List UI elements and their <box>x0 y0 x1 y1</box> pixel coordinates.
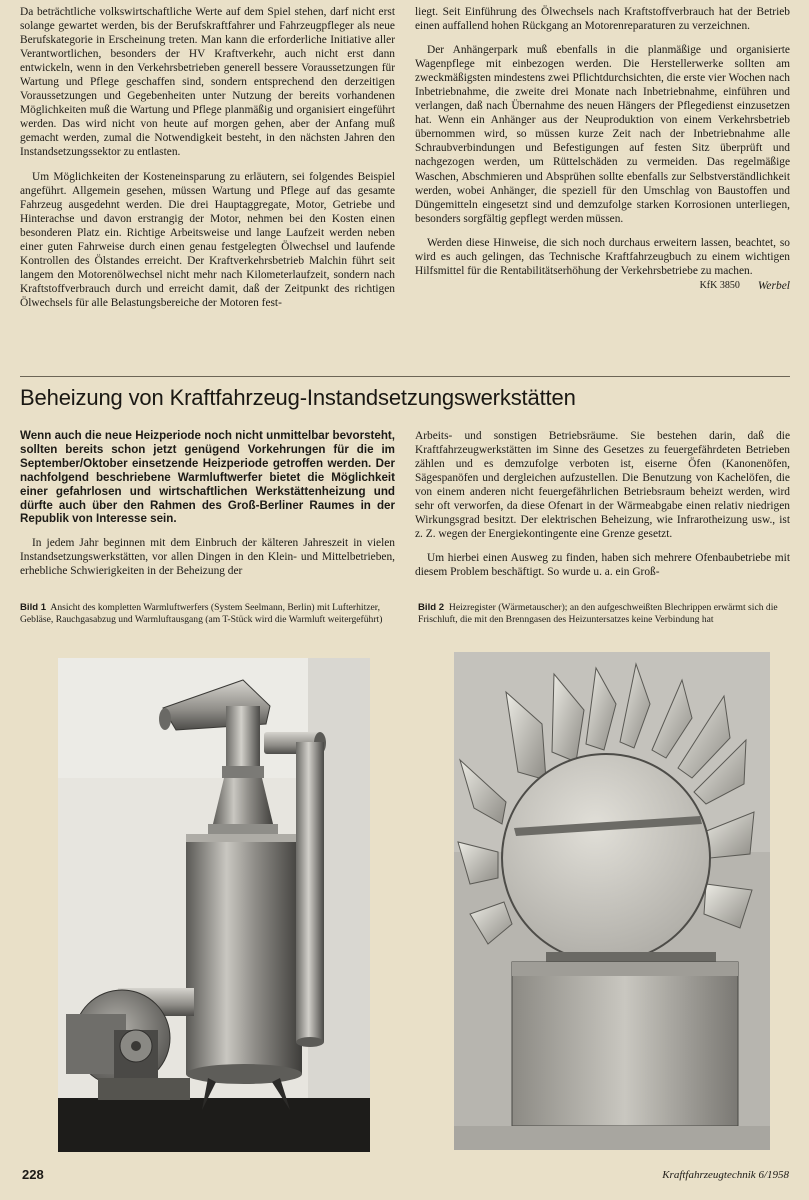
article-author: Werbel <box>757 279 790 292</box>
figure-caption-text: Heizregister (Wärmetauscher); an den aufgeschweißten Blechrippen erwärmt sich die Frischluft, die mit den Brenngasen des Heizuntersatzes keine Verbindung hat <box>418 602 778 626</box>
body-paragraph: Um Möglichkeiten der Kosteneinsparung zu erläutern, sei folgendes Beispiel angeführt. Allgemein gesehen, müssen Wartung und Pflege auf das gesamte Fahrzeug ausgedehnt werden. Die drei Hauptaggregate, Motor, Getriebe und Hinterachse und davon erstrangig der Motor, nehmen bei den Kosten einen besonderen Platz ein. Richtige Arbeitsweise und lange Laufzeit werden neben einer guten Fahrweise durch einen genau festgelegten Ölwechsel und laufende Kontrollen des Ölstandes erreicht. Der Kraftverkehrsbetrieb Malchin führt seit langem den Motorenölwechsel nicht mehr nach Kilometerlaufzeit, sondern nach Kraftstoffverbrauch durch und erreicht damit, daß der Zeitpunkt des richtigen Ölwechsels für alle Belastungsbereiche der Motoren fest- <box>20 170 395 309</box>
warm-air-heater-illustration <box>58 658 370 1152</box>
figure-1-photo <box>58 658 370 1152</box>
article-left-column <box>20 429 395 588</box>
body-paragraph: Der Anhängerpark muß ebenfalls in die planmäßige und organisierte Wagenpflege mit einbezogen werden. Die Herstellerwerke sollten am zweckmäßigsten mindestens zwei Pflichtdurchsichten, die erste vier Wochen nach Inbetriebnahme, die zweite drei Monate nach Inbetriebnahme, einführen und verlangen, daß nach Übernahme des neuen Hängers der Pflegedienst einzusetzen hat. Wenn ein Anhänger aus der Neuproduktion von einem Verkehrsbetrieb übernommen wird, so müssen kurze Zeit nach der Inbetriebnahme alle Schraubverbindungen und Befestigungen auf festen Sitz überprüft und nachgezogen werden, um Rüttelschäden zu vermeiden. Das regelmäßige Waschen, Abschmieren und Absprühen sollte ebenfalls zur Selbstverständlichkeit werden, wobei Anhänger, die speziell für den Umschlag von Baustoffen und Düngemitteln eingesetzt sind und demzufolge starken Korrosionen unterliegen, besonders sorgfältig gepflegt werden müssen. <box>415 44 790 225</box>
body-paragraph: Da beträchtliche volkswirtschaftliche Werte auf dem Spiel stehen, darf nicht erst solange gewartet werden, bis der Berufskraftfahrer und Fahrzeugpfleger als neue Berufskategorie in Erscheinung treten. Man kann die erforderliche Initiative aller Verantwortlichen, besonders der HV Kraftverkehr, auch nicht erst dann entwickeln, wenn in den Verkehrsbetrieben generell bessere Voraussetzungen für Wartung und Pflege geschaffen sind, sondern entsprechend den derzeitigen Voraussetzungen und Gegebenheiten unter Nutzung der bereits vorhandenen Möglichkeiten muß die Wartung und Pflege planmäßig und organisiert eingeführt werden. Das wird nicht von heute auf morgen gehen, aber der Anfang muß gemacht werden, zumal die Notwendigkeit besteht, in den nächsten Jahren den Instandsetzungssektor zu entlasten. <box>20 6 395 159</box>
figure-label: Bild 2 <box>418 602 445 613</box>
body-paragraph: In jedem Jahr beginnen mit dem Einbruch der kälteren Jahreszeit in vielen Instandsetzungswerkstätten, vor allen Dingen in den Klein- und Mittelbetrieben, erhebliche Schwierigkeiten in der Beheizung der <box>20 537 395 578</box>
body-paragraph: liegt. Seit Einführung des Ölwechsels nach Kraftstoffverbrauch hat der Betrieb einen auffallend hohen Rückgang an Motorenreparaturen zu verzeichnen. <box>415 6 790 33</box>
previous-article-left-column <box>20 5 395 320</box>
previous-article-right-column <box>415 5 790 293</box>
journal-issue: Kraftfahrzeugtechnik 6/1958 <box>662 1169 789 1181</box>
article-right-column <box>415 429 790 589</box>
page-number: 228 <box>22 1167 44 1182</box>
article-reference: KfK 3850 <box>699 279 740 291</box>
body-paragraph: Um hierbei einen Ausweg zu finden, haben sich mehrere Ofenbaubetriebe mit diesem Problem beschäftigt. So wurde u. a. ein Groß- <box>415 552 790 579</box>
body-paragraph: Werden diese Hinweise, die sich noch durchaus erweitern lassen, beachtet, so wird es auch gelingen, das Technische Kraftfahrzeugbuch zu einem wichtigen Hilfsmittel für die Rentabilitätserhöhung der Verkehrsbetriebe zu machen. <box>415 236 790 277</box>
article-signature <box>415 279 790 293</box>
heat-exchanger-illustration <box>454 652 770 1150</box>
figure-1-caption <box>20 602 395 627</box>
body-paragraph: Arbeits- und sonstigen Betriebsräume. Sie bestehen darin, daß die Kraftfahrzeugwerkstätten im Sinne des Gesetzes zu feuergefährdeten Betrieben zählen und es demzufolge verboten ist, eiserne Öfen (Kanonenöfen, Sägespanöfen und dergleichen aufzustellen. Die Benutzung von Kachelöfen, die von einem anderen nicht feuergefährlichen Betriebsraum beheizt werden, wird sehr oft verworfen, da diese Ofenart in der Wärmeabgabe einen relativ niedrigen Wirkungsgrad besitzt. Der elektrischen Beheizung, wie Infrarotheizung usw., ist z. Z. wegen der Energiekontingente eine Grenze gesetzt. <box>415 430 790 541</box>
figure-2-caption <box>418 602 793 627</box>
figure-2-photo <box>454 652 770 1150</box>
figure-caption-text: Ansicht des kompletten Warmluftwerfers (System Seelmann, Berlin) mit Lufterhitzer, Gebläse, Rauchgasabzug und Warmluftausgang (am T-Stück wird die Warmluft weitergeführt) <box>20 602 383 626</box>
article-lead: Wenn auch die neue Heizperiode noch nicht unmittelbar bevorsteht, sollten bereits schon jetzt genügend Vorkehrungen für die im September/Oktober einsetzende Heizperiode getroffen werden. Der nachfolgend beschriebene Warmluftwerfer bietet die Möglichkeit einer gefahrlosen und wirtschaftlichen Werkstättenheizung und dürfte auch über den Rahmen des Groß-Berliner Raumes in der Republik von Interesse sein. <box>20 429 395 526</box>
figure-label: Bild 1 <box>20 602 47 613</box>
article-headline: Beheizung von Kraftfahrzeug-Instandsetzungswerkstätten <box>20 385 576 410</box>
section-divider <box>20 376 790 377</box>
